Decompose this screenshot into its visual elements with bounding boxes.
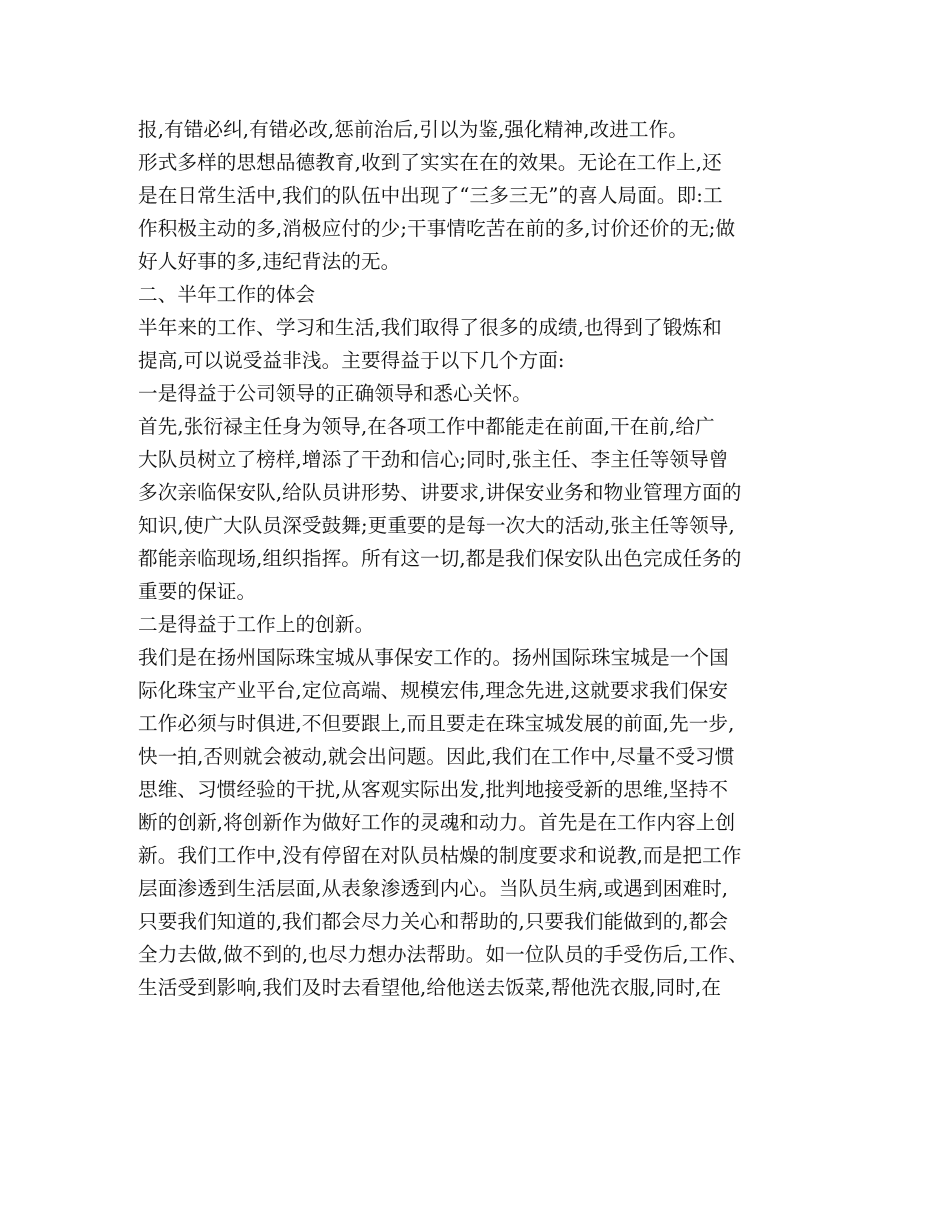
text-line: 际化珠宝产业平台,定位高端、规模宏伟,理念先进,这就要求我们保安 <box>138 679 729 702</box>
text-line: 报,有错必纠,有错必改,惩前治后,引以为鉴,强化精神,改进工作。 <box>138 118 689 141</box>
text-line: 作积极主动的多,消极应付的少;干事情吃苦在前的多,讨价还价的无;做 <box>138 217 736 240</box>
text-line: 好人好事的多,违纪背法的无。 <box>138 250 401 273</box>
text-line: 层面渗透到生活层面,从表象渗透到内心。当队员生病,或遇到困难时, <box>138 877 729 900</box>
text-line: 工作必须与时俱进,不但要跟上,而且要走在珠宝城发展的前面,先一步, <box>138 712 735 735</box>
text-line: 知识,使广大队员深受鼓舞;更重要的是每一次大的活动,张主任等领导, <box>138 514 735 537</box>
text-line: 提高,可以说受益非浅。主要得益于以下几个方面: <box>138 349 565 372</box>
text-line: 我们是在扬州国际珠宝城从事保安工作的。扬州国际珠宝城是一个国 <box>138 646 729 669</box>
text-line: 快一拍,否则就会被动,就会出问题。因此,我们在工作中,尽量不受习惯 <box>138 745 735 768</box>
text-line: 多次亲临保安队,给队员讲形势、讲要求,讲保安业务和物业管理方面的 <box>138 481 742 504</box>
text-line: 新。我们工作中,没有停留在对队员枯燥的制度要求和说教,而是把工作 <box>138 844 742 867</box>
text-line: 全力去做,做不到的,也尽力想办法帮助。如一位队员的手受伤后,工作、 <box>138 943 748 966</box>
text-line: 重要的保证。 <box>138 580 257 603</box>
text-line: 都能亲临现场,组织指挥。所有这一切,都是我们保安队出色完成任务的 <box>138 547 742 570</box>
text-line: 大队员树立了榜样,增添了干劲和信心;同时,张主任、李主任等领导曾 <box>138 448 729 471</box>
text-line: 断的创新,将创新作为做好工作的灵魂和动力。首先是在工作内容上创 <box>138 811 736 834</box>
subheading: 一是得益于公司领导的正确领导和悉心关怀。 <box>138 382 532 405</box>
text-line: 是在日常生活中,我们的队伍中出现了“三多三无”的喜人局面。即:工 <box>138 184 723 207</box>
section-heading: 二、半年工作的体会 <box>138 283 316 306</box>
document-page <box>138 113 818 1004</box>
text-line: 只要我们知道的,我们都会尽力关心和帮助的,只要我们能做到的,都会 <box>138 910 729 933</box>
text-line: 半年来的工作、学习和生活,我们取得了很多的成绩,也得到了锻炼和 <box>138 316 722 339</box>
text-line: 生活受到影响,我们及时去看望他,给他送去饭菜,帮他洗衣服,同时,在 <box>138 976 722 999</box>
text-line: 思维、习惯经验的干扰,从客观实际出发,批判地接受新的思维,坚持不 <box>138 778 729 801</box>
text-line: 形式多样的思想品德教育,收到了实实在在的效果。无论在工作上,还 <box>138 151 722 174</box>
text-line: 首先,张衍禄主任身为领导,在各项工作中都能走在前面,干在前,给广 <box>138 415 715 438</box>
subheading: 二是得益于工作上的创新。 <box>138 613 375 636</box>
